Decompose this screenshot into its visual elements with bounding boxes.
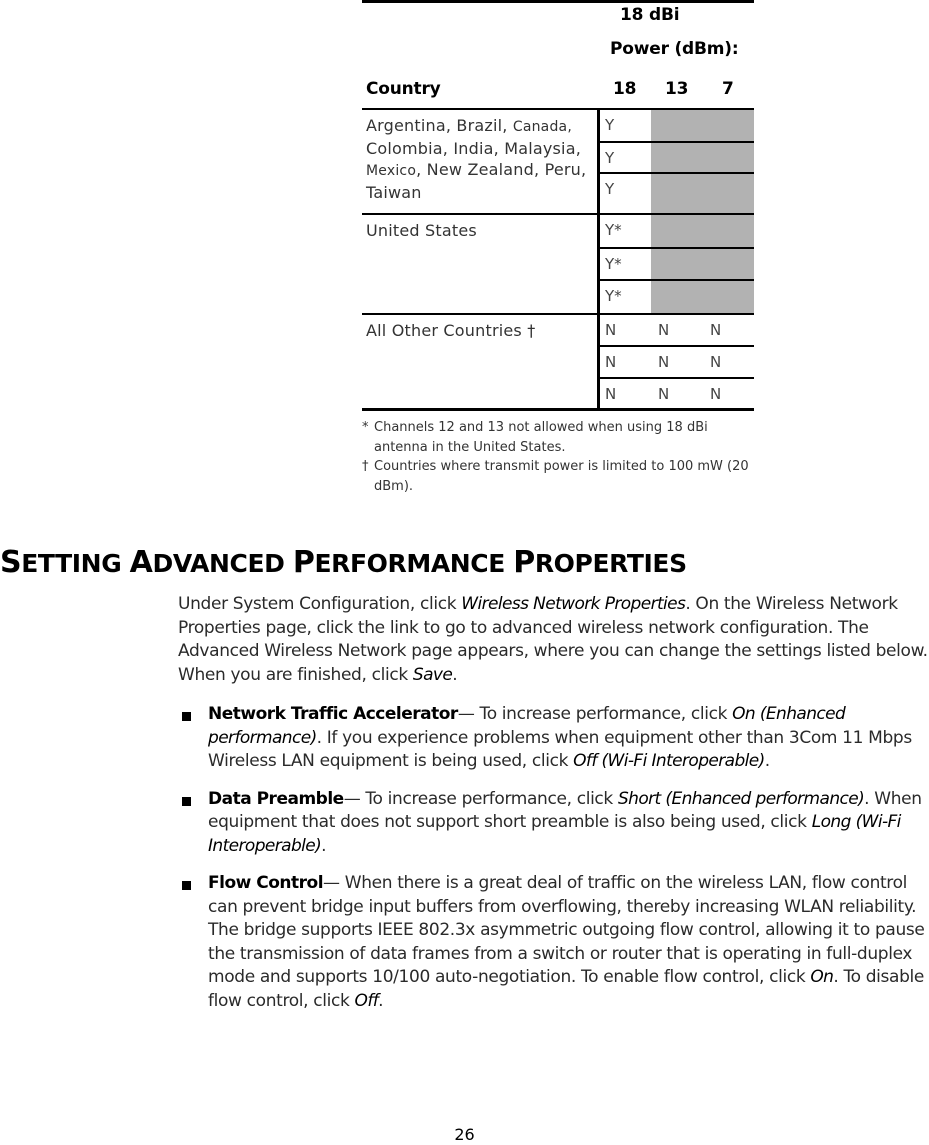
value-18: Y [605, 116, 615, 134]
header-country: Country [366, 79, 441, 99]
footnote-asterisk [362, 418, 757, 457]
value-13: N [658, 321, 670, 339]
value-13: N [658, 353, 670, 371]
header-power-label: Power (dBm): [610, 39, 739, 59]
value-18: N [605, 353, 617, 371]
na-cell-shade [651, 174, 754, 215]
ui-ref-option: Short (Enhanced performance) [617, 788, 865, 809]
page-number: 26 [454, 1125, 475, 1144]
table-top-rule [362, 0, 754, 3]
value-18: N [605, 321, 617, 339]
na-cell-shade [651, 143, 754, 174]
value-18: N [605, 385, 617, 403]
ui-ref-option: Off (Wi-Fi Interoperable) [573, 751, 765, 771]
value-18: Y* [605, 255, 622, 273]
ui-ref-option: Long (Wi-Fi Interoperable) [208, 812, 901, 856]
value-7: N [710, 385, 722, 403]
list-item-flow-control: Flow Control— When there is a great deal of traffic on the wireless LAN, flow control can prevent bridge input buffers from overflowing, thereby increasing WLAN reliability. The bridge supports IEEE 802.3x asymmetric outgoing flow control, allowing it to pause the transmission of data frames from a switch or router that is operating in full-duplex mode and supports 10/100 auto-negotiation. To enable flow control, click On. To disable flow control, click Off. [178, 872, 929, 1013]
table-row [600, 281, 754, 315]
na-cell-shade [651, 249, 754, 281]
value-7: N [710, 353, 722, 371]
header-power-13: 13 [665, 79, 689, 99]
na-cell-shade [651, 110, 754, 143]
ui-ref-save: Save [412, 664, 453, 685]
na-cell-shade [651, 215, 754, 249]
country-cell: Argentina, Brazil, Canada, Colombia, India, Malaysia, Mexico, New Zealand, Peru, Taiwan [366, 116, 587, 202]
setting-term: Flow Control [208, 873, 324, 893]
list-item-network-traffic-accelerator: Network Traffic Accelerator— To increase performance, click On (Enhanced performance). If you experience problems when equipment other than 3Com 11 Mbps Wireless LAN equipment is being used, click Off (Wi-Fi Interoperable). [178, 703, 929, 774]
table-group-united-states [362, 215, 754, 315]
na-cell-shade [651, 281, 754, 315]
footnote-mark: † [362, 459, 369, 474]
table-row [600, 347, 754, 379]
footnote-text: Countries where transmit power is limited to 100 mW (20 dBm). [374, 459, 749, 494]
header-power-7: 7 [722, 79, 734, 99]
table-bottom-rule [362, 408, 754, 411]
value-18: Y [605, 180, 615, 198]
bullet-square-icon [182, 881, 191, 890]
ui-ref-option: On [810, 967, 834, 987]
table-row [600, 379, 754, 409]
value-7: N [710, 321, 722, 339]
ui-ref-option: On (Enhanced performance) [208, 704, 846, 748]
settings-list [178, 703, 929, 1027]
bullet-square-icon [182, 712, 191, 721]
table-group-other-countries [362, 315, 754, 409]
table-row [600, 110, 754, 143]
value-18: Y* [605, 221, 622, 239]
table-row [600, 315, 754, 347]
footnote-mark: * [362, 420, 369, 435]
section-heading: SETTING ADVANCED PERFORMANCE PROPERTIES [0, 545, 687, 580]
ui-ref-option: Off [354, 990, 379, 1011]
table-row [600, 174, 754, 215]
list-item-data-preamble: Data Preamble— To increase performance, click Short (Enhanced performance). When equipment that does not support short preamble is also being used, click Long (Wi-Fi Interoperable). [178, 788, 929, 859]
header-power-18: 18 [613, 79, 637, 99]
country-cell: All Other Countries † [366, 321, 536, 340]
ui-ref-wireless-network-properties: Wireless Network Properties [461, 594, 686, 614]
intro-paragraph: Under System Configuration, click Wireless Network Properties. On the Wireless Network Properties page, click the link to go to advanced wireless network configuration. The Advanced Wireless Network page appears, where you can change the settings listed below. When you are finished, click Save. [178, 594, 928, 685]
bullet-square-icon [182, 797, 191, 806]
setting-term: Network Traffic Accelerator [208, 704, 458, 724]
table-group-y-countries [362, 110, 754, 215]
table-row [600, 249, 754, 281]
setting-term: Data Preamble [208, 788, 344, 809]
table-footnotes [362, 418, 757, 496]
header-antenna: 18 dBi [620, 5, 680, 25]
value-18: Y* [605, 287, 622, 305]
country-cell: United States [366, 221, 477, 240]
value-13: N [658, 385, 670, 403]
value-18: Y [605, 149, 615, 167]
table-row [600, 215, 754, 249]
footnote-text: Channels 12 and 13 not allowed when using 18 dBi antenna in the United States. [374, 420, 708, 455]
footnote-dagger [362, 457, 757, 496]
table-row [600, 143, 754, 174]
